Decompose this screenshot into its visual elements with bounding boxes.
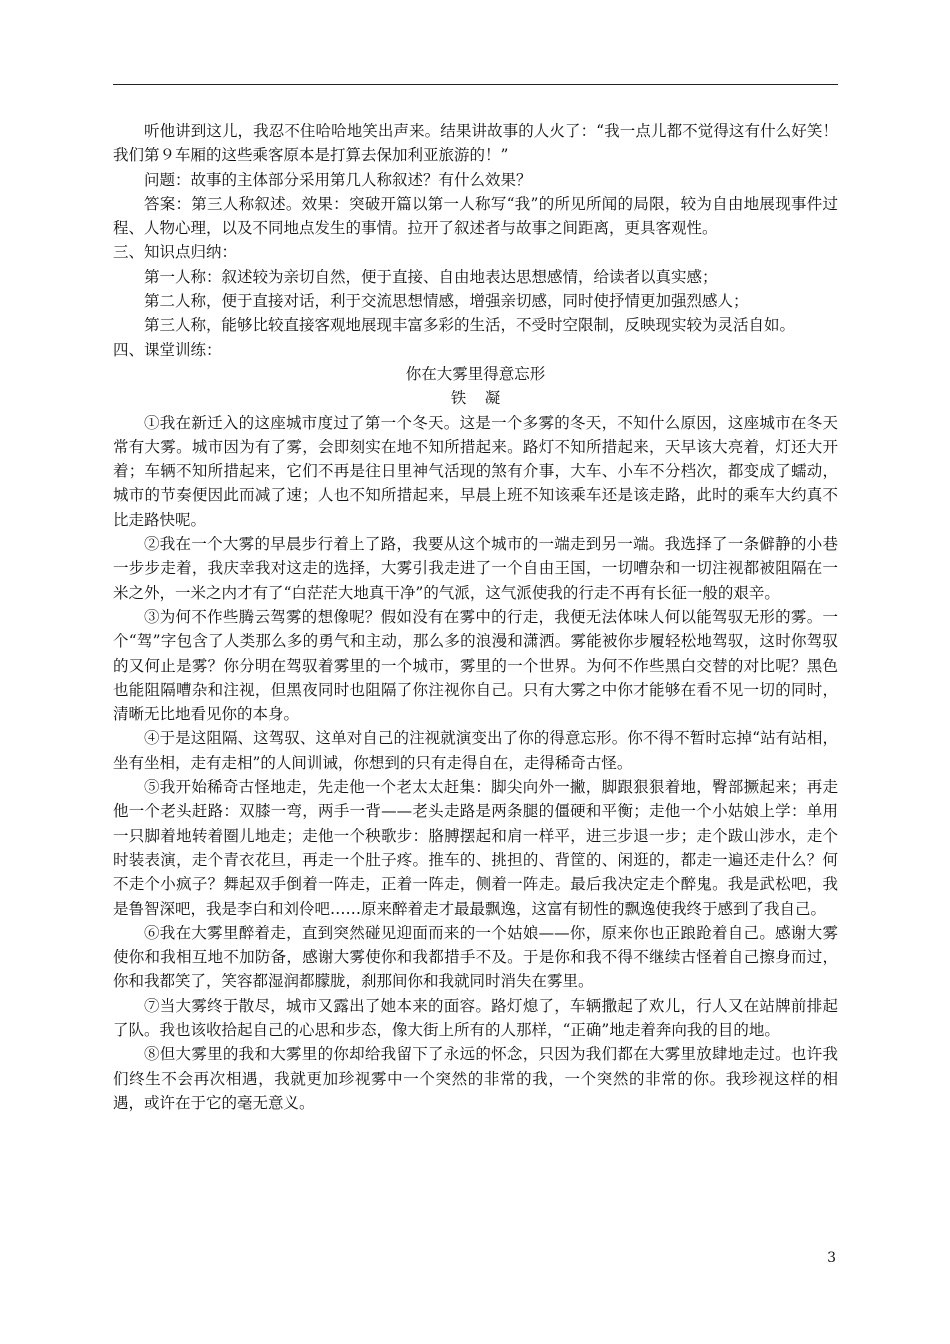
section-heading-knowledge: 三、知识点归纳： bbox=[113, 243, 238, 262]
essay-paragraph-8: ⑧但大雾里的我和大雾里的你却给我留下了永远的怀念，只因为我们都在大雾里放肆地走过。也许我们终生不会再次相遇，我就更加珍视雾中一个突然的非常的我，一个突然的非常的你。我珍视这样的相遇，或许在于它的毫无意义。 bbox=[113, 1045, 838, 1112]
essay-paragraph-4: ④于是这阻隔、这驾驭、这单对自己的注视就演变出了你的得意忘形。你不得不暂时忘掉“站有站相，坐有坐相，走有走相”的人间训诫，你想到的只有走得自在，走得稀奇古怪。 bbox=[113, 729, 838, 772]
essay-title: 你在大雾里得意忘形 bbox=[405, 364, 546, 383]
story-paragraph: 听他讲到这儿，我忍不住哈哈地笑出声来。结果讲故事的人火了：“我一点儿都不觉得这有什么好笑！我们第９车厢的这些乘客原本是打算去保加利亚旅游的！” bbox=[113, 122, 838, 165]
question-text: 问题：故事的主体部分采用第几人称叙述？有什么效果？ bbox=[144, 170, 532, 189]
knowledge-item-second-person: 第二人称，便于直接对话，利于交流思想情感，增强亲切感，同时使抒情更加强烈感人； bbox=[144, 292, 749, 311]
knowledge-item-first-person: 第一人称：叙述较为亲切自然，便于直接、自由地表达思想感情，给读者以真实感； bbox=[144, 267, 718, 286]
essay-paragraph-3: ③为何不作些腾云驾雾的想像呢？假如没有在雾中的行走，我便无法体味人何以能驾驭无形的雾。一个“驾”字包含了人类那么多的勇气和主动，那么多的浪漫和潇洒。雾能被你步履轻松地驾驭，这时你驾驭的又何止是雾？你分明在驾驭着雾里的一个城市，雾里的一个世界。为何不作些黑白交替的对比呢？黑色也能阻隔嘈杂和注视，但黑夜同时也阻隔了你注视你自己。只有大雾之中你才能够在看不见一切的同时，清晰无比地看见你的本身。 bbox=[113, 607, 838, 724]
answer-text: 答案：第三人称叙述。效果：突破开篇以第一人称写“我”的所见所闻的局限，较为自由地展现事件过程、人物心理，以及不同地点发生的事情。拉开了叙述者与故事之间距离，更具客观性。 bbox=[113, 194, 838, 238]
essay-paragraph-7: ⑦当大雾终于散尽，城市又露出了她本来的面容。路灯熄了，车辆撒起了欢儿，行人又在站牌前排起了队。我也该收拾起自己的心思和步态，像大街上所有的人那样，“正确”地走着奔向我的目的地。 bbox=[113, 996, 838, 1039]
essay-paragraph-6: ⑥我在大雾里醉着走，直到突然碰见迎面而来的一个姑娘——你，原来你也正踉跄着自己。感谢大雾使你和我相互地不加防备，感谢大雾使你和我都措手不及。于是你和我不得不继续古怪着自己擦身而过，你和我都笑了，笑容都湿润都朦胧，刹那间你和我就同时消失在雾里。 bbox=[113, 923, 838, 991]
document-body bbox=[113, 119, 838, 1115]
essay-paragraph-1: ①我在新迁入的这座城市度过了第一个冬天。这是一个多雾的冬天，不知什么原因，这座城市在冬天常有大雾。城市因为有了雾，会即刻实在地不知所措起来。路灯不知所措起来，天早该大亮着，灯还大开着；车辆不知所措起来，它们不再是往日里神气活现的煞有介事，大车、小车不分档次，都变成了蠕动，城市的节奏便因此而减了速；人也不知所措起来，早晨上班不知该乘车还是该走路，此时的乘车大约真不比走路快呢。 bbox=[113, 413, 838, 529]
section-heading-exercise: 四、课堂训练： bbox=[113, 340, 222, 359]
page-number: 3 bbox=[827, 1250, 836, 1266]
essay-paragraph-2: ②我在一个大雾的早晨步行着上了路，我要从这个城市的一端走到另一端。我选择了一条僻静的小巷一步步走着，我庆幸我对这走的选择，大雾引我走进了一个自由王国，一切嘈杂和一切注视都被阻隔在一米之外，一米之内才有了“白茫茫大地真干净”的气派，这气派使我的行走不再有长征一般的艰辛。 bbox=[113, 535, 838, 602]
header-rule bbox=[113, 84, 838, 85]
essay-author: 铁凝 bbox=[450, 389, 519, 408]
knowledge-item-third-person: 第三人称，能够比较直接客观地展现丰富多彩的生活，不受时空限制，反映现实较为灵活自如。 bbox=[144, 316, 796, 335]
essay-paragraph-5: ⑤我开始稀奇古怪地走，先走他一个老太太赶集：脚尖向外一撇，脚跟狠狠着地，臀部撅起来；再走他一个老头赶路：双膝一弯，两手一背——老头走路是两条腿的僵硬和平衡；走他一个小姑娘上学：单用一只脚着地转着圈儿地走；走他一个秧歌步：胳膊摆起和肩一样平，进三步退一步；走个跋山涉水，走个时装表演，走个青衣花旦，再走一个肚子疼。推车的、挑担的、背筐的、闲逛的，都走一遍还走什么？何不走个小疯子？舞起双手倒着一阵走，正着一阵走，侧着一阵走。最后我决定走个醉鬼。我是武松吧，我是鲁智深吧，我是李白和刘伶吧……原来醉着走才最最飘逸，这富有韧性的飘逸使我终于感到了我自己。 bbox=[113, 778, 838, 918]
